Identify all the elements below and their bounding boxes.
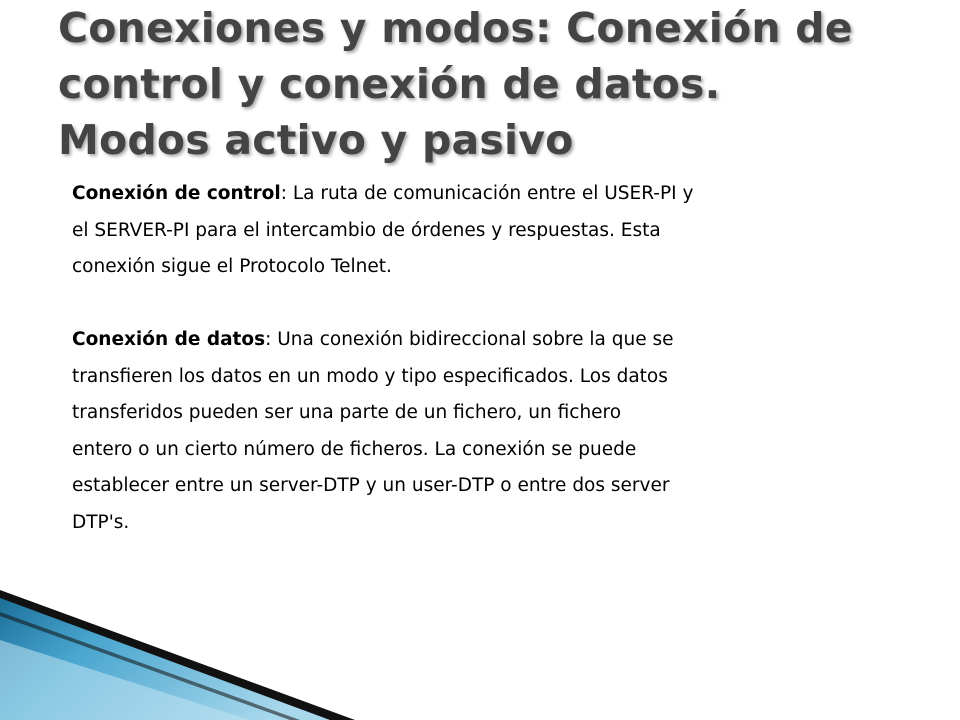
- paragraph-line: establecer entre un server-DTP y un user-DTP o entre dos server: [72, 475, 670, 496]
- paragraph-text: : Una conexión bidireccional sobre la que se: [265, 329, 674, 350]
- light-wedge: [0, 640, 250, 720]
- paragraph-line: [72, 322, 902, 359]
- paragraph-line: transfieren los datos en un modo y tipo especificados. Los datos: [72, 365, 668, 387]
- title-line: Conexiones y modos: Conexión de: [58, 4, 853, 52]
- paragraph-line: transferidos pueden ser una parte de un fichero, un fichero: [72, 402, 622, 423]
- paragraph-line: DTP's.: [72, 511, 130, 533]
- paragraph-control-connection: [72, 176, 902, 286]
- slide-body: [72, 176, 902, 541]
- paragraph-text: : La ruta de comunicación entre el USER-PI y: [280, 183, 694, 204]
- paragraph-line: [72, 176, 902, 213]
- black-stripe: [0, 590, 355, 720]
- slide-title: [58, 0, 948, 168]
- paragraph-line: entero o un cierto número de ficheros. La conexión se puede: [72, 438, 637, 460]
- term-label: Conexión de datos: [72, 329, 266, 350]
- title-line: Modos activo y pasivo: [58, 116, 574, 164]
- paragraph-data-connection: [72, 322, 902, 541]
- term-label: Conexión de control: [72, 183, 281, 204]
- blue-wedge: [0, 596, 355, 720]
- black-stripe-thin: [0, 612, 300, 720]
- paragraph-line: el SERVER-PI para el intercambio de órdenes y respuestas. Esta: [72, 219, 661, 241]
- title-line: control y conexión de datos.: [58, 60, 721, 108]
- paragraph-line: conexión sigue el Protocolo Telnet.: [72, 256, 392, 277]
